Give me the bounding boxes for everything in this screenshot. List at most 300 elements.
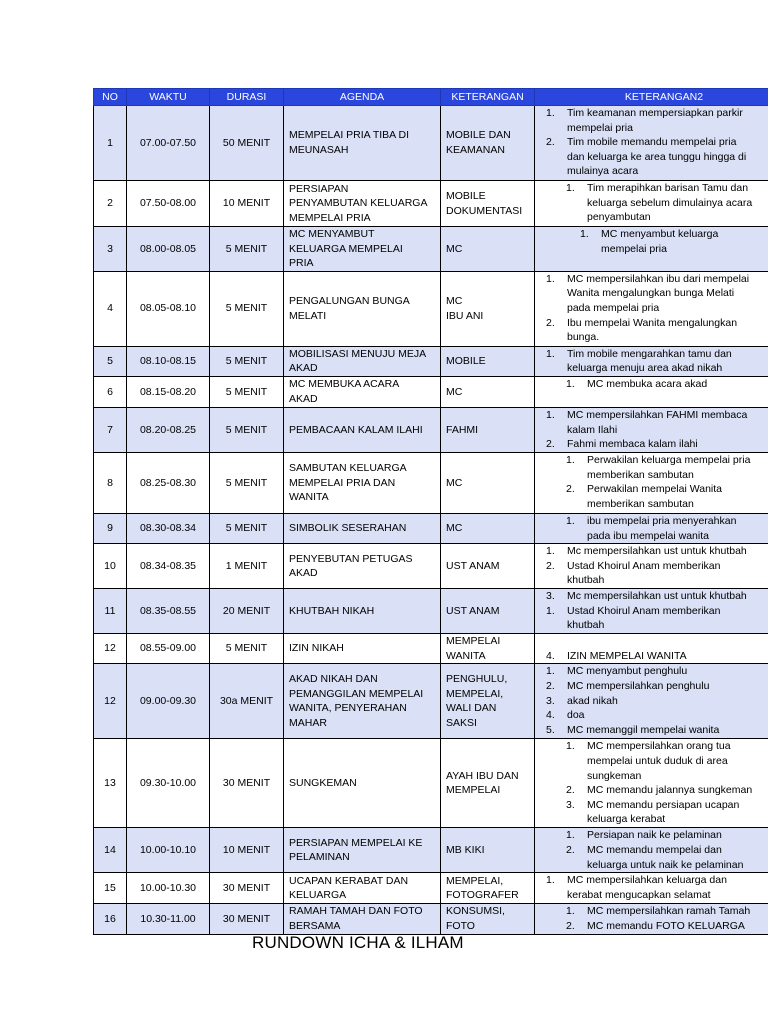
text-line: DOKUMENTASI bbox=[446, 204, 523, 217]
text-line: Persiapan naik ke pelaminan bbox=[587, 829, 722, 842]
text-line: PENYEBUTAN PETUGAS bbox=[289, 552, 413, 565]
cell-no: 3 bbox=[94, 227, 127, 272]
list-item bbox=[535, 828, 768, 843]
text-line: MOBILE bbox=[446, 355, 486, 368]
text-line: MC mempersilahkan FAHMI membaca bbox=[567, 408, 748, 421]
cell-waktu: 10.00-10.30 bbox=[127, 873, 210, 904]
text-line: ibu mempelai pria menyerahkan bbox=[587, 514, 737, 527]
text-line: KEAMANAN bbox=[446, 144, 505, 156]
cell-no: 12 bbox=[94, 634, 127, 664]
cell-waktu: 08.00-08.05 bbox=[127, 227, 210, 272]
text-line: Perwakilan keluarga mempelai pria bbox=[587, 453, 751, 466]
list-item bbox=[535, 316, 768, 345]
cell-durasi: 10 MENIT bbox=[210, 181, 284, 227]
text-line: doa bbox=[567, 709, 585, 722]
list-number: 2. bbox=[566, 483, 575, 496]
page-title: RUNDOWN ICHA & ILHAM bbox=[252, 933, 464, 952]
text-line: PEMBACAAN KALAM ILAHI bbox=[289, 423, 423, 436]
text-line: MC mempersilahkan orang tua bbox=[587, 740, 731, 753]
text-line: MC mempersilahkan penghulu bbox=[567, 679, 710, 692]
text-line: KONSUMSI, bbox=[446, 905, 505, 918]
list-item bbox=[535, 694, 768, 709]
text-line: MAHAR bbox=[289, 716, 327, 729]
cell-waktu: 08.05-08.10 bbox=[127, 271, 210, 346]
cell-no: 6 bbox=[94, 376, 127, 407]
rundown-table bbox=[93, 88, 768, 935]
text-line: UST ANAM bbox=[446, 604, 500, 617]
cell-waktu: 08.10-08.15 bbox=[127, 346, 210, 376]
list-item bbox=[535, 408, 768, 437]
text-line: MEMPELAI, bbox=[446, 687, 504, 700]
table-row bbox=[94, 106, 768, 181]
text-line: MC bbox=[446, 476, 463, 489]
list-number: 1. bbox=[566, 905, 575, 918]
text-line: Tim mobile memandu mempelai pria bbox=[567, 136, 737, 149]
list-item bbox=[535, 873, 768, 902]
cell-keterangan bbox=[441, 634, 535, 664]
cell-keterangan2 bbox=[535, 452, 768, 513]
cell-keterangan2 bbox=[535, 589, 768, 634]
text-line: Mc mempersilahkan ust untuk khutbah bbox=[567, 590, 747, 603]
cell-keterangan2 bbox=[535, 376, 768, 407]
text-line: pada mempelai pria bbox=[567, 301, 660, 314]
text-line: SAKSI bbox=[446, 716, 477, 729]
cell-durasi: 30a MENIT bbox=[210, 664, 284, 739]
text-line: FAHMI bbox=[446, 423, 479, 436]
text-line: KELUARGA bbox=[289, 889, 347, 902]
list-item bbox=[535, 181, 768, 225]
text-line: AKAD bbox=[289, 362, 318, 375]
cell-keterangan bbox=[441, 904, 535, 934]
cell-keterangan bbox=[441, 407, 535, 452]
cell-agenda bbox=[284, 271, 441, 346]
table-row bbox=[94, 544, 768, 589]
text-line: Tim mobile mengarahkan tamu dan bbox=[567, 347, 732, 360]
cell-durasi: 5 MENIT bbox=[210, 452, 284, 513]
cell-no: 10 bbox=[94, 544, 127, 589]
text-line: MC MEMBUKA ACARA bbox=[289, 378, 400, 391]
text-line: UCAPAN KERABAT DAN bbox=[289, 874, 409, 887]
cell-keterangan2 bbox=[535, 739, 768, 828]
text-line: mempelai untuk duduk di area bbox=[587, 754, 728, 767]
list-item bbox=[535, 589, 768, 604]
text-line: WANITA bbox=[289, 491, 329, 504]
text-line: MOBILE DAN bbox=[446, 129, 511, 142]
text-line: MEMPELAI PRIA bbox=[289, 211, 371, 224]
list-number: 3. bbox=[566, 798, 575, 811]
cell-waktu: 07.00-07.50 bbox=[127, 106, 210, 181]
text-line: SUNGKEMAN bbox=[289, 777, 357, 790]
text-line: MOBILE bbox=[446, 189, 486, 202]
cell-durasi: 10 MENIT bbox=[210, 828, 284, 873]
cell-agenda bbox=[284, 873, 441, 904]
text-line: mempelai pria bbox=[601, 242, 667, 255]
cell-agenda bbox=[284, 664, 441, 739]
text-line: MC memandu persiapan ucapan bbox=[587, 798, 740, 811]
text-line: dan keluarga ke area tunggu hingga di bbox=[567, 150, 747, 163]
cell-durasi: 30 MENIT bbox=[210, 904, 284, 934]
cell-no: 9 bbox=[94, 513, 127, 543]
table-row bbox=[94, 452, 768, 513]
cell-agenda bbox=[284, 544, 441, 589]
cell-keterangan bbox=[441, 106, 535, 181]
table-row bbox=[94, 271, 768, 346]
text-line: keluarga untuk naik ke pelaminan bbox=[587, 858, 744, 871]
list-number: 2. bbox=[566, 784, 575, 797]
cell-durasi: 5 MENIT bbox=[210, 376, 284, 407]
text-line: MEMPELAI PRIA DAN bbox=[289, 476, 396, 489]
cell-waktu: 08.30-08.34 bbox=[127, 513, 210, 543]
cell-keterangan bbox=[441, 873, 535, 904]
list-item bbox=[535, 514, 768, 543]
list-number: 4. bbox=[546, 709, 555, 722]
cell-no: 1 bbox=[94, 106, 127, 181]
cell-waktu: 09.00-09.30 bbox=[127, 664, 210, 739]
list-number: 2. bbox=[566, 919, 575, 932]
text-line: PEMANGGILAN MEMPELAI bbox=[289, 687, 424, 700]
list-item bbox=[535, 798, 768, 827]
list-number: 1. bbox=[580, 228, 589, 240]
text-line: MEMPELAI bbox=[446, 635, 501, 648]
text-line: KHUTBAH NIKAH bbox=[289, 604, 375, 617]
cell-keterangan bbox=[441, 227, 535, 272]
list-item bbox=[535, 708, 768, 723]
cell-durasi: 30 MENIT bbox=[210, 873, 284, 904]
text-line: MC bbox=[446, 385, 463, 398]
list-number: 1. bbox=[546, 107, 555, 119]
text-line: MC bbox=[446, 295, 463, 308]
text-line: keluarga menuju area akad nikah bbox=[567, 362, 723, 375]
list-item bbox=[535, 783, 768, 798]
text-line: WANITA, PENYERAHAN bbox=[289, 702, 407, 715]
text-line: MC menyambut keluarga bbox=[601, 228, 719, 240]
list-item bbox=[535, 679, 768, 694]
list-number: 1. bbox=[566, 514, 575, 527]
text-line: Tim keamanan mempersiapkan parkir bbox=[567, 107, 743, 119]
table-row bbox=[94, 634, 768, 664]
text-line: MC memandu mempelai dan bbox=[587, 843, 722, 856]
text-line: MEUNASAH bbox=[289, 144, 349, 156]
text-line: PENYAMBUTAN KELUARGA bbox=[289, 197, 428, 210]
list-item bbox=[535, 437, 768, 452]
cell-no: 4 bbox=[94, 271, 127, 346]
text-line: PELAMINAN bbox=[289, 851, 350, 864]
text-line: MC mempersilahkan keluarga dan bbox=[567, 874, 727, 887]
list-item bbox=[535, 106, 768, 135]
text-line: MC bbox=[446, 242, 463, 255]
text-line: MC memanggil mempelai wanita bbox=[567, 723, 720, 736]
rundown-document bbox=[93, 88, 768, 935]
text-line: MC MENYAMBUT bbox=[289, 228, 375, 240]
list-item bbox=[535, 604, 768, 633]
text-line: MC mempersilahkan ramah Tamah bbox=[587, 905, 751, 918]
header-no: NO bbox=[94, 89, 127, 106]
list-number: 1. bbox=[566, 182, 575, 194]
cell-durasi: 5 MENIT bbox=[210, 513, 284, 543]
list-item bbox=[535, 739, 768, 783]
table-header-row bbox=[94, 89, 768, 106]
cell-keterangan bbox=[441, 181, 535, 227]
cell-keterangan2 bbox=[535, 227, 768, 272]
table-row bbox=[94, 828, 768, 873]
cell-no: 16 bbox=[94, 904, 127, 934]
cell-waktu: 07.50-08.00 bbox=[127, 181, 210, 227]
cell-agenda bbox=[284, 589, 441, 634]
cell-keterangan2 bbox=[535, 407, 768, 452]
cell-keterangan2 bbox=[535, 271, 768, 346]
cell-no: 8 bbox=[94, 452, 127, 513]
text-line: penyambutan bbox=[587, 211, 651, 224]
cell-keterangan bbox=[441, 828, 535, 873]
text-line: IBU ANI bbox=[446, 309, 484, 322]
text-line: pada ibu mempelai wanita bbox=[587, 529, 709, 542]
cell-durasi: 5 MENIT bbox=[210, 271, 284, 346]
cell-agenda bbox=[284, 227, 441, 272]
text-line: MC memandu FOTO KELUARGA bbox=[587, 919, 745, 932]
text-line: PERSIAPAN MEMPELAI KE bbox=[289, 836, 423, 849]
text-line: IZIN NIKAH bbox=[289, 642, 344, 655]
text-line: kerabat mengucapkan selamat bbox=[567, 888, 711, 901]
list-item bbox=[535, 453, 768, 482]
cell-agenda bbox=[284, 181, 441, 227]
text-line: akad nikah bbox=[567, 694, 618, 707]
cell-keterangan2 bbox=[535, 904, 768, 934]
table-row bbox=[94, 873, 768, 904]
text-line: Ustad Khoirul Anam memberikan bbox=[567, 559, 721, 572]
list-number: 1. bbox=[546, 874, 555, 887]
cell-keterangan2 bbox=[535, 664, 768, 739]
text-line: AKAD NIKAH DAN bbox=[289, 673, 378, 686]
text-line: khutbah bbox=[567, 619, 605, 632]
text-line: AYAH IBU DAN bbox=[446, 769, 519, 782]
cell-keterangan2 bbox=[535, 544, 768, 589]
cell-keterangan bbox=[441, 589, 535, 634]
header-agenda: AGENDA bbox=[284, 89, 441, 106]
cell-agenda bbox=[284, 634, 441, 664]
list-item bbox=[535, 904, 768, 919]
list-number: 3. bbox=[546, 590, 555, 603]
list-item bbox=[535, 723, 768, 738]
text-line: khutbah bbox=[567, 574, 605, 587]
text-line: PENGALUNGAN BUNGA bbox=[289, 295, 410, 308]
cell-agenda bbox=[284, 739, 441, 828]
header-durasi: DURASI bbox=[210, 89, 284, 106]
cell-agenda bbox=[284, 106, 441, 181]
cell-agenda bbox=[284, 346, 441, 376]
table-row bbox=[94, 904, 768, 934]
list-number: 5. bbox=[546, 723, 555, 736]
text-line: bunga. bbox=[567, 331, 600, 344]
cell-durasi: 5 MENIT bbox=[210, 227, 284, 272]
text-line: mempelai pria bbox=[567, 121, 633, 134]
text-line: KELUARGA MEMPELAI bbox=[289, 242, 403, 255]
text-line: PENGHULU, bbox=[446, 673, 508, 686]
cell-keterangan2 bbox=[535, 873, 768, 904]
cell-agenda bbox=[284, 513, 441, 543]
text-line: keluarga sebelum dimulainya acara bbox=[587, 196, 753, 209]
list-number: 3. bbox=[546, 694, 555, 707]
text-line: FOTO bbox=[446, 919, 475, 932]
list-number: 1. bbox=[566, 829, 575, 842]
list-number: 1. bbox=[546, 604, 555, 617]
cell-waktu: 09.30-10.00 bbox=[127, 739, 210, 828]
text-line: SIMBOLIK SESERAHAN bbox=[289, 522, 407, 535]
cell-durasi: 5 MENIT bbox=[210, 634, 284, 664]
list-item bbox=[535, 559, 768, 588]
text-line: MC memandu jalannya sungkeman bbox=[587, 784, 753, 797]
cell-keterangan2 bbox=[535, 346, 768, 376]
cell-durasi: 30 MENIT bbox=[210, 739, 284, 828]
cell-keterangan bbox=[441, 513, 535, 543]
table-row bbox=[94, 589, 768, 634]
cell-waktu: 08.20-08.25 bbox=[127, 407, 210, 452]
text-line: Wanita mengalungkan bunga Melati bbox=[567, 287, 735, 300]
table-row bbox=[94, 739, 768, 828]
list-item bbox=[535, 664, 768, 679]
table-row bbox=[94, 181, 768, 227]
list-number: 1. bbox=[546, 545, 555, 558]
text-line: mulainya acara bbox=[567, 165, 639, 178]
text-line: MC membuka acara akad bbox=[587, 377, 708, 390]
list-number: 1. bbox=[546, 408, 555, 421]
table-row bbox=[94, 664, 768, 739]
text-line: keluarga kerabat bbox=[587, 813, 666, 826]
text-line: MELATI bbox=[289, 309, 327, 322]
cell-waktu: 08.25-08.30 bbox=[127, 452, 210, 513]
table-row bbox=[94, 407, 768, 452]
cell-no: 2 bbox=[94, 181, 127, 227]
cell-waktu: 08.35-08.55 bbox=[127, 589, 210, 634]
cell-durasi: 1 MENIT bbox=[210, 544, 284, 589]
text-line: MB KIKI bbox=[446, 844, 485, 857]
text-line: WANITA bbox=[446, 649, 486, 662]
header-keterangan2: KETERANGAN2 bbox=[535, 89, 768, 106]
list-item bbox=[535, 377, 768, 392]
cell-keterangan bbox=[441, 544, 535, 589]
table-row bbox=[94, 227, 768, 272]
text-line: FOTOGRAFER bbox=[446, 889, 519, 902]
text-line: memberikan sambutan bbox=[587, 468, 694, 481]
text-line: MC menyambut penghulu bbox=[567, 665, 688, 678]
cell-keterangan bbox=[441, 664, 535, 739]
list-item bbox=[535, 135, 768, 179]
cell-keterangan bbox=[441, 739, 535, 828]
cell-waktu: 08.55-09.00 bbox=[127, 634, 210, 664]
text-line: Mc mempersilahkan ust untuk khutbah bbox=[567, 545, 747, 558]
text-line: memberikan sambutan bbox=[587, 497, 694, 510]
text-line: Tim merapihkan barisan Tamu dan bbox=[587, 182, 749, 194]
cell-keterangan2 bbox=[535, 828, 768, 873]
cell-keterangan bbox=[441, 346, 535, 376]
header-keterangan: KETERANGAN bbox=[441, 89, 535, 106]
list-number: 1. bbox=[566, 740, 575, 753]
cell-durasi: 50 MENIT bbox=[210, 106, 284, 181]
text-line: kalam Ilahi bbox=[567, 423, 618, 436]
text-line: AKAD bbox=[289, 567, 318, 580]
text-line: WALI DAN bbox=[446, 702, 497, 715]
cell-waktu: 08.34-08.35 bbox=[127, 544, 210, 589]
list-number: 4. bbox=[546, 649, 555, 662]
cell-keterangan bbox=[441, 271, 535, 346]
text-line: MEMPELAI, bbox=[446, 874, 504, 887]
cell-agenda bbox=[284, 407, 441, 452]
text-line: MEMPELAI PRIA TIBA DI bbox=[289, 129, 410, 142]
cell-no: 15 bbox=[94, 873, 127, 904]
cell-keterangan2 bbox=[535, 513, 768, 543]
text-line: MOBILISASI MENUJU MEJA bbox=[289, 347, 427, 360]
list-number: 2. bbox=[566, 843, 575, 856]
text-line: Perwakilan mempelai Wanita bbox=[587, 483, 722, 496]
text-line: Ibu mempelai Wanita mengalungkan bbox=[567, 316, 738, 329]
header-waktu: WAKTU bbox=[127, 89, 210, 106]
cell-durasi: 5 MENIT bbox=[210, 407, 284, 452]
text-line: BERSAMA bbox=[289, 919, 341, 932]
list-number: 2. bbox=[546, 679, 555, 692]
text-line: PRIA bbox=[289, 257, 314, 270]
list-number: 1. bbox=[546, 665, 555, 678]
cell-keterangan2 bbox=[535, 181, 768, 227]
cell-agenda bbox=[284, 376, 441, 407]
table-row bbox=[94, 346, 768, 376]
list-item bbox=[535, 544, 768, 559]
cell-agenda bbox=[284, 452, 441, 513]
cell-keterangan2 bbox=[535, 106, 768, 181]
text-line: Ustad Khoirul Anam memberikan bbox=[567, 604, 721, 617]
cell-keterangan2 bbox=[535, 634, 768, 664]
cell-no: 11 bbox=[94, 589, 127, 634]
cell-waktu: 10.00-10.10 bbox=[127, 828, 210, 873]
list-number: 1. bbox=[546, 272, 555, 285]
cell-durasi: 5 MENIT bbox=[210, 346, 284, 376]
text-line: RAMAH TAMAH DAN FOTO bbox=[289, 905, 423, 918]
text-line: MEMPELAI bbox=[446, 784, 501, 797]
text-line: Fahmi membaca kalam ilahi bbox=[567, 438, 698, 451]
text-line: SAMBUTAN KELUARGA bbox=[289, 462, 407, 475]
list-number: 2. bbox=[546, 438, 555, 451]
text-line: IZIN MEMPELAI WANITA bbox=[567, 649, 687, 662]
text-line: MC bbox=[446, 522, 463, 535]
cell-keterangan bbox=[441, 452, 535, 513]
cell-agenda bbox=[284, 828, 441, 873]
table-row bbox=[94, 513, 768, 543]
list-number: 1. bbox=[546, 347, 555, 360]
text-line: AKAD bbox=[289, 392, 318, 405]
list-item bbox=[535, 482, 768, 511]
cell-no: 5 bbox=[94, 346, 127, 376]
cell-keterangan bbox=[441, 376, 535, 407]
cell-no: 7 bbox=[94, 407, 127, 452]
list-item bbox=[535, 227, 768, 256]
table-body bbox=[94, 106, 768, 935]
cell-no: 12 bbox=[94, 664, 127, 739]
text-line: sungkeman bbox=[587, 769, 642, 782]
text-line: PERSIAPAN bbox=[289, 182, 349, 195]
list-number: 2. bbox=[546, 136, 555, 149]
list-item bbox=[535, 347, 768, 376]
cell-durasi: 20 MENIT bbox=[210, 589, 284, 634]
cell-waktu: 10.30-11.00 bbox=[127, 904, 210, 934]
text-line: MC mempersilahkan ibu dari mempelai bbox=[567, 272, 750, 285]
list-item bbox=[535, 272, 768, 316]
cell-no: 13 bbox=[94, 739, 127, 828]
cell-no: 14 bbox=[94, 828, 127, 873]
list-item bbox=[535, 843, 768, 872]
list-item bbox=[535, 649, 768, 664]
list-number: 1. bbox=[566, 453, 575, 466]
table-row bbox=[94, 376, 768, 407]
list-number: 2. bbox=[546, 559, 555, 572]
list-number: 1. bbox=[566, 377, 575, 390]
